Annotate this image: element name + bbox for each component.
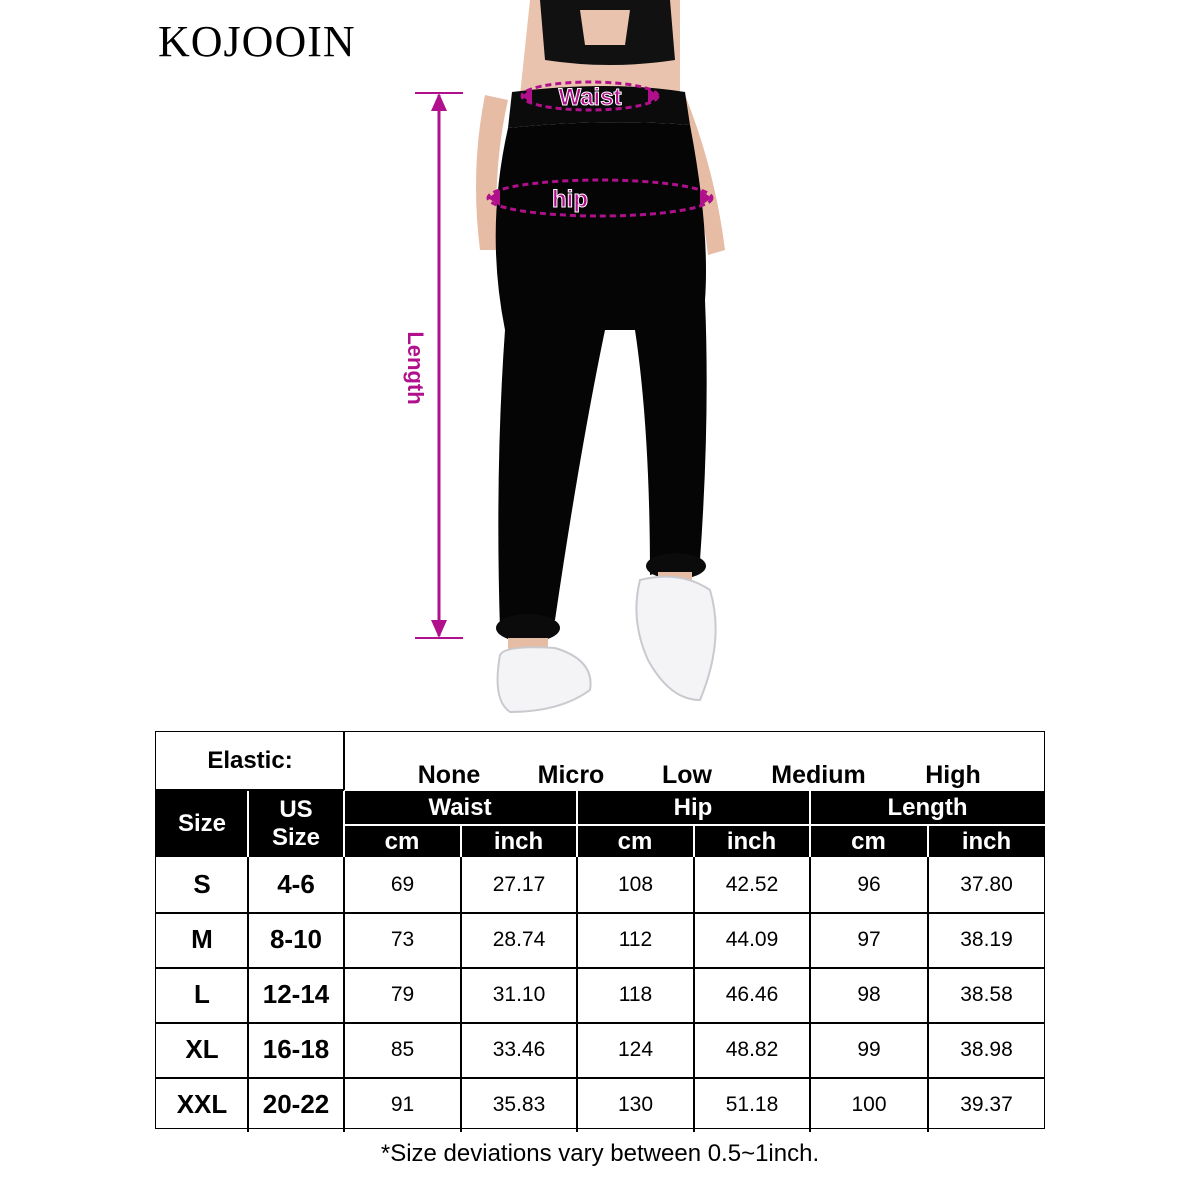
value-cell: 33.46 xyxy=(492,1037,546,1061)
value-cell: 85 xyxy=(390,1037,415,1061)
value-cell: 69 xyxy=(390,872,415,896)
us-size-cell: 16-18 xyxy=(262,1034,330,1064)
hip-label: hip xyxy=(552,186,588,213)
size-cell: XXL xyxy=(176,1089,228,1119)
size-chart xyxy=(155,731,1045,1129)
value-cell: 27.17 xyxy=(492,872,546,896)
value-cell: 79 xyxy=(390,982,415,1006)
us-size-cell: 12-14 xyxy=(262,979,330,1009)
header-us-line1: US xyxy=(279,796,313,823)
value-cell: 118 xyxy=(618,982,653,1006)
elastic-option-micro: Micro xyxy=(537,760,605,789)
value-cell: 124 xyxy=(617,1037,654,1061)
value-cell: 96 xyxy=(857,872,881,896)
unit-waist-inch: inch xyxy=(461,826,576,857)
value-cell: 42.52 xyxy=(725,872,779,896)
value-cell: 51.18 xyxy=(725,1092,779,1116)
value-cell: 97 xyxy=(857,927,881,951)
value-cell: 39.37 xyxy=(960,1092,1013,1116)
value-cell: 46.46 xyxy=(725,982,779,1006)
length-label: Length xyxy=(403,331,428,405)
value-cell: 91 xyxy=(390,1092,415,1116)
us-size-cell: 4-6 xyxy=(277,869,315,899)
size-cell: XL xyxy=(185,1034,219,1064)
value-cell: 112 xyxy=(618,927,653,951)
value-cell: 28.74 xyxy=(492,927,546,951)
value-cell: 37.80 xyxy=(960,872,1013,896)
elastic-option-none: None xyxy=(417,760,481,789)
size-cell: M xyxy=(191,924,213,954)
value-cell: 38.19 xyxy=(960,927,1013,951)
size-cell: L xyxy=(194,979,210,1009)
size-cell: S xyxy=(193,869,211,899)
value-cell: 73 xyxy=(390,927,415,951)
header-size: Size xyxy=(156,791,248,857)
value-cell: 108 xyxy=(617,872,654,896)
header-hip: Hip xyxy=(577,791,809,824)
elastic-option-low: Low xyxy=(662,760,712,789)
unit-length-cm: cm xyxy=(810,826,927,857)
unit-waist-cm: cm xyxy=(344,826,460,857)
size-deviation-note: *Size deviations vary between 0.5~1inch. xyxy=(380,1140,820,1167)
value-cell: 100 xyxy=(851,1092,887,1116)
elastic-option-medium: Medium xyxy=(771,760,866,789)
value-cell: 38.98 xyxy=(960,1037,1013,1061)
value-cell: 31.10 xyxy=(492,982,546,1006)
us-size-cell: 8-10 xyxy=(269,924,323,954)
brand-logo: KOJOOIN xyxy=(158,17,356,66)
value-cell: 35.83 xyxy=(492,1092,546,1116)
header-waist: Waist xyxy=(344,791,576,824)
value-cell: 48.82 xyxy=(725,1037,779,1061)
elastic-label: Elastic: xyxy=(207,747,293,774)
value-cell: 98 xyxy=(857,982,881,1006)
unit-length-inch: inch xyxy=(928,826,1045,857)
header-us-line2: Size xyxy=(271,824,321,851)
product-photo xyxy=(380,0,800,720)
elastic-option-high: High xyxy=(925,760,981,789)
value-cell: 38.58 xyxy=(960,982,1013,1006)
value-cell: 99 xyxy=(857,1037,881,1061)
unit-hip-cm: cm xyxy=(577,826,693,857)
us-size-cell: 20-22 xyxy=(262,1089,330,1119)
unit-hip-inch: inch xyxy=(694,826,809,857)
waist-label: Waist xyxy=(558,84,622,111)
header-length: Length xyxy=(810,791,1045,824)
value-cell: 44.09 xyxy=(725,927,779,951)
value-cell: 130 xyxy=(617,1092,654,1116)
header-us-size xyxy=(248,791,344,857)
